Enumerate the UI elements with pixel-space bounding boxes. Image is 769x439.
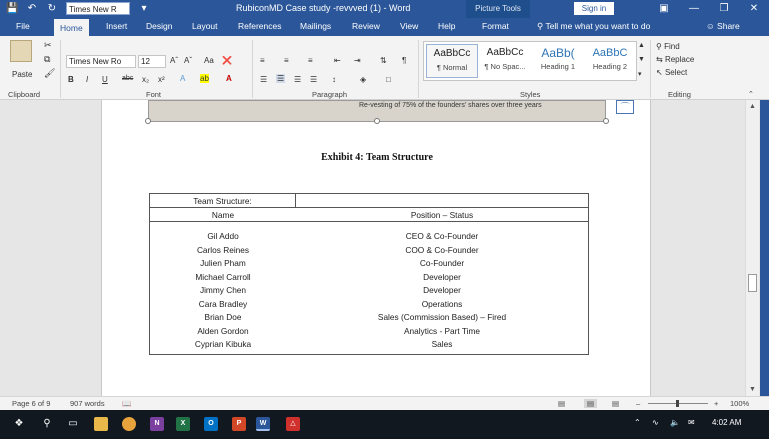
- group-divider: [252, 40, 253, 98]
- table-title-row: [150, 194, 588, 208]
- wifi-icon[interactable]: ∿: [652, 418, 659, 427]
- replace-label: Replace: [664, 55, 695, 64]
- underline-icon[interactable]: U: [102, 75, 108, 84]
- copy-icon[interactable]: ⧉: [44, 54, 51, 64]
- change-case-icon[interactable]: Aa: [204, 56, 214, 65]
- bullets-icon[interactable]: ≡: [260, 56, 265, 65]
- maximize-icon[interactable]: ❐: [719, 3, 729, 14]
- team-structure-table: [149, 193, 589, 355]
- table-header-row: [150, 208, 588, 222]
- scroll-thumb[interactable]: [748, 274, 757, 292]
- ribbon-display-icon[interactable]: ▣: [659, 3, 669, 14]
- table-row: [150, 338, 588, 352]
- subscript-icon[interactable]: x₂: [142, 75, 150, 84]
- styles-group-label: Styles: [520, 90, 541, 99]
- print-layout-icon[interactable]: ▤: [584, 399, 597, 408]
- ribbon: [0, 36, 769, 100]
- borders-icon[interactable]: □: [386, 75, 391, 84]
- grow-font-icon[interactable]: Aˆ: [170, 56, 178, 65]
- minimize-icon[interactable]: —: [689, 3, 699, 14]
- shading-icon[interactable]: ◈: [360, 75, 367, 84]
- share-label: Share: [717, 21, 740, 31]
- line-spacing-icon[interactable]: ↕: [332, 75, 336, 84]
- tab-file[interactable]: File: [16, 21, 30, 31]
- document-page[interactable]: [101, 100, 651, 396]
- italic-icon[interactable]: I: [86, 75, 89, 84]
- align-center-icon[interactable]: ☰: [277, 74, 285, 83]
- position-cell: Co-Founder: [419, 258, 465, 268]
- paragraph-group-label: Paragraph: [312, 90, 348, 99]
- excel-icon[interactable]: X: [176, 417, 190, 431]
- tab-help[interactable]: Help: [438, 21, 456, 31]
- styles-scroll-down-icon[interactable]: ▼: [638, 56, 645, 63]
- tab-review[interactable]: Review: [352, 21, 380, 31]
- share-button[interactable]: [706, 21, 740, 31]
- search-icon: ⚲: [656, 42, 665, 51]
- picture-bullet-text: Re-vesting of 75% of the founders' shares over three years: [359, 102, 542, 109]
- document-title: RubiconMD Case study -revvved (1) - Word: [236, 3, 411, 13]
- windows-start-icon[interactable]: ❖: [14, 418, 24, 429]
- clock-time[interactable]: 4:02 AM: [712, 418, 742, 427]
- customize-qat-icon[interactable]: ▾: [141, 2, 147, 14]
- position-cell: COO & Co-Founder: [405, 244, 479, 255]
- name-cell: Gil Addo: [207, 231, 239, 241]
- table-row: [150, 257, 588, 271]
- read-mode-icon[interactable]: ▤: [558, 399, 566, 408]
- tray-chevron-icon[interactable]: ⌃: [634, 418, 641, 427]
- name-cell: Carlos Reines: [196, 244, 250, 255]
- style-no-spacing[interactable]: [479, 44, 531, 78]
- paste-icon[interactable]: [10, 40, 32, 62]
- status-bar: [0, 396, 769, 410]
- increase-indent-icon[interactable]: ⇥: [354, 56, 361, 65]
- editing-group-label: Editing: [668, 90, 691, 99]
- text-effects-icon[interactable]: A: [180, 74, 186, 83]
- undo-icon[interactable]: ↶: [27, 2, 37, 14]
- strikethrough-icon[interactable]: abc: [122, 75, 134, 82]
- clear-format-icon[interactable]: ❌: [222, 56, 232, 65]
- proofing-icon[interactable]: 📖: [122, 399, 132, 408]
- font-name-box[interactable]: Times New Ro: [66, 55, 136, 68]
- task-view-icon[interactable]: ▭: [68, 418, 78, 429]
- tab-format[interactable]: Format: [482, 21, 509, 31]
- search-icon[interactable]: ⚲: [43, 418, 51, 429]
- sign-in-button[interactable]: Sign in: [574, 2, 614, 15]
- resize-handle[interactable]: [603, 118, 609, 124]
- column-header-position: Position – Status: [410, 210, 474, 220]
- table-row: [150, 311, 588, 325]
- tell-me-text: Tell me what you want to do: [545, 21, 651, 31]
- paste-button[interactable]: Paste: [12, 70, 33, 79]
- replace-button[interactable]: [656, 55, 694, 64]
- table-row: [150, 244, 588, 258]
- table-title-cell: Team Structure:: [150, 194, 296, 207]
- document-area: [0, 100, 760, 396]
- group-divider: [60, 40, 61, 98]
- style-preview: AaBbC: [592, 47, 628, 59]
- name-cell: Alden Gordon: [197, 325, 249, 336]
- find-button[interactable]: [656, 42, 680, 51]
- tell-me-box[interactable]: [537, 21, 650, 32]
- font-group-label: Font: [146, 90, 162, 99]
- format-painter-icon[interactable]: 🖌: [44, 68, 56, 78]
- select-label: Select: [664, 68, 688, 77]
- zoom-in-icon[interactable]: +: [714, 399, 719, 408]
- cut-icon[interactable]: ✂: [44, 40, 52, 50]
- notification-icon[interactable]: ✉: [688, 418, 695, 427]
- group-divider: [418, 40, 419, 98]
- tab-home[interactable]: Home: [54, 19, 89, 36]
- table-row: [150, 284, 588, 298]
- style-name: ¶ No Spac...: [484, 62, 526, 71]
- table-row: [150, 325, 588, 339]
- name-cell: Brian Doe: [204, 312, 242, 322]
- zoom-out-icon[interactable]: –: [636, 399, 641, 408]
- column-header-name: Name: [211, 210, 235, 220]
- resize-handle[interactable]: [145, 118, 151, 124]
- quick-font-box[interactable]: Times New R: [66, 2, 130, 15]
- name-cell: Cara Bradley: [198, 298, 248, 309]
- name-cell: Jimmy Chen: [199, 285, 247, 295]
- position-cell: CEO & Co-Founder: [405, 231, 479, 241]
- style-heading-2[interactable]: [584, 44, 636, 78]
- layout-options-button[interactable]: ⌒: [616, 100, 634, 114]
- lightbulb-icon: ⚲: [537, 21, 546, 31]
- clipboard-group-label: Clipboard: [8, 90, 41, 99]
- table-row: [150, 271, 588, 285]
- volume-icon[interactable]: 🔈: [670, 418, 680, 427]
- sort-icon[interactable]: ⇅: [380, 56, 387, 65]
- file-explorer-icon[interactable]: [94, 417, 108, 431]
- tab-design[interactable]: Design: [146, 21, 173, 31]
- name-cell: Cyprian Kibuka: [194, 339, 252, 349]
- close-icon[interactable]: ✕: [749, 3, 759, 14]
- onenote-icon[interactable]: N: [150, 417, 164, 431]
- style-name: Heading 2: [592, 62, 628, 71]
- align-right-icon[interactable]: ☰: [294, 75, 302, 84]
- decrease-indent-icon[interactable]: ⇤: [334, 56, 341, 65]
- tab-mailings[interactable]: Mailings: [300, 21, 332, 31]
- position-cell: Sales: [431, 339, 453, 349]
- style-name: Heading 1: [540, 62, 576, 71]
- superscript-icon[interactable]: x²: [158, 75, 165, 84]
- redo-icon[interactable]: ↻: [47, 2, 57, 14]
- styles-scroll-up-icon[interactable]: ▲: [638, 42, 645, 49]
- position-cell: Operations: [421, 298, 463, 309]
- tab-layout[interactable]: Layout: [192, 21, 218, 31]
- bold-icon[interactable]: B: [68, 75, 74, 84]
- table-row: [150, 230, 588, 244]
- tab-view[interactable]: View: [400, 21, 419, 31]
- style-preview: AaBbCc: [486, 47, 524, 58]
- resize-handle[interactable]: [374, 118, 380, 124]
- style-preview: AaBbCc: [433, 48, 471, 59]
- style-name: ¶ Normal: [436, 63, 468, 72]
- window-controls: [649, 0, 769, 18]
- find-label: Find: [664, 42, 680, 51]
- cursor-icon: ↖: [656, 68, 665, 77]
- select-button[interactable]: [656, 68, 687, 77]
- word-count[interactable]: 907 words: [70, 399, 105, 408]
- powerpoint-icon[interactable]: P: [232, 417, 246, 431]
- chrome-icon[interactable]: [122, 417, 136, 431]
- person-icon: ☺: [706, 21, 718, 31]
- style-normal[interactable]: [426, 44, 478, 78]
- zoom-level[interactable]: 100%: [730, 399, 750, 408]
- style-heading-1[interactable]: [532, 44, 584, 78]
- quick-access-toolbar: [6, 2, 150, 15]
- name-cell: Julien Pham: [200, 258, 246, 268]
- exhibit-title: Exhibit 4: Team Structure: [321, 152, 433, 163]
- position-cell: Developer: [423, 271, 461, 282]
- name-cell: Michael Carroll: [195, 271, 251, 282]
- font-color-icon[interactable]: A: [226, 74, 232, 83]
- tab-references[interactable]: References: [238, 21, 282, 31]
- scroll-down-icon[interactable]: ▼: [749, 386, 756, 393]
- zoom-slider-thumb[interactable]: [676, 400, 679, 407]
- numbering-icon[interactable]: ≡: [284, 56, 289, 65]
- position-cell: Sales (Commission Based) – Fired: [377, 312, 507, 322]
- justify-icon[interactable]: ☰: [310, 75, 318, 84]
- position-cell: Analytics - Part Time: [403, 325, 481, 336]
- vertical-scrollbar[interactable]: [745, 100, 759, 396]
- align-left-icon[interactable]: ☰: [260, 75, 268, 84]
- collapse-ribbon-icon[interactable]: ⌃: [748, 91, 754, 98]
- word-icon[interactable]: W: [256, 417, 270, 431]
- title-bar: [0, 0, 769, 18]
- font-size-box[interactable]: 12: [138, 55, 166, 68]
- position-cell: Developer: [423, 285, 461, 295]
- styles-gallery: [423, 41, 637, 81]
- group-divider: [650, 40, 651, 98]
- ribbon-tabs: [0, 18, 769, 36]
- table-body: [150, 222, 588, 354]
- outlook-icon[interactable]: O: [204, 417, 218, 431]
- highlight-icon[interactable]: ab: [200, 74, 209, 83]
- multilevel-icon[interactable]: ≡: [308, 56, 313, 65]
- replace-icon: ⇆: [656, 55, 665, 64]
- shrink-font-icon[interactable]: Aˇ: [184, 56, 192, 65]
- styles-more-icon[interactable]: ▾: [638, 71, 642, 78]
- scroll-up-icon[interactable]: ▲: [749, 103, 756, 110]
- table-title-empty-cell: [296, 194, 588, 207]
- pdf-reader-icon[interactable]: △: [286, 417, 300, 431]
- save-icon[interactable]: 💾: [6, 2, 19, 14]
- show-marks-icon[interactable]: ¶: [402, 56, 407, 65]
- windows-taskbar: [0, 410, 769, 439]
- tab-insert[interactable]: Insert: [106, 21, 128, 31]
- table-row: [150, 298, 588, 312]
- web-layout-icon[interactable]: ▤: [612, 399, 620, 408]
- page-count[interactable]: Page 6 of 9: [12, 399, 51, 408]
- style-preview: AaBb(: [541, 46, 575, 60]
- picture-tools-label: Picture Tools: [466, 0, 530, 18]
